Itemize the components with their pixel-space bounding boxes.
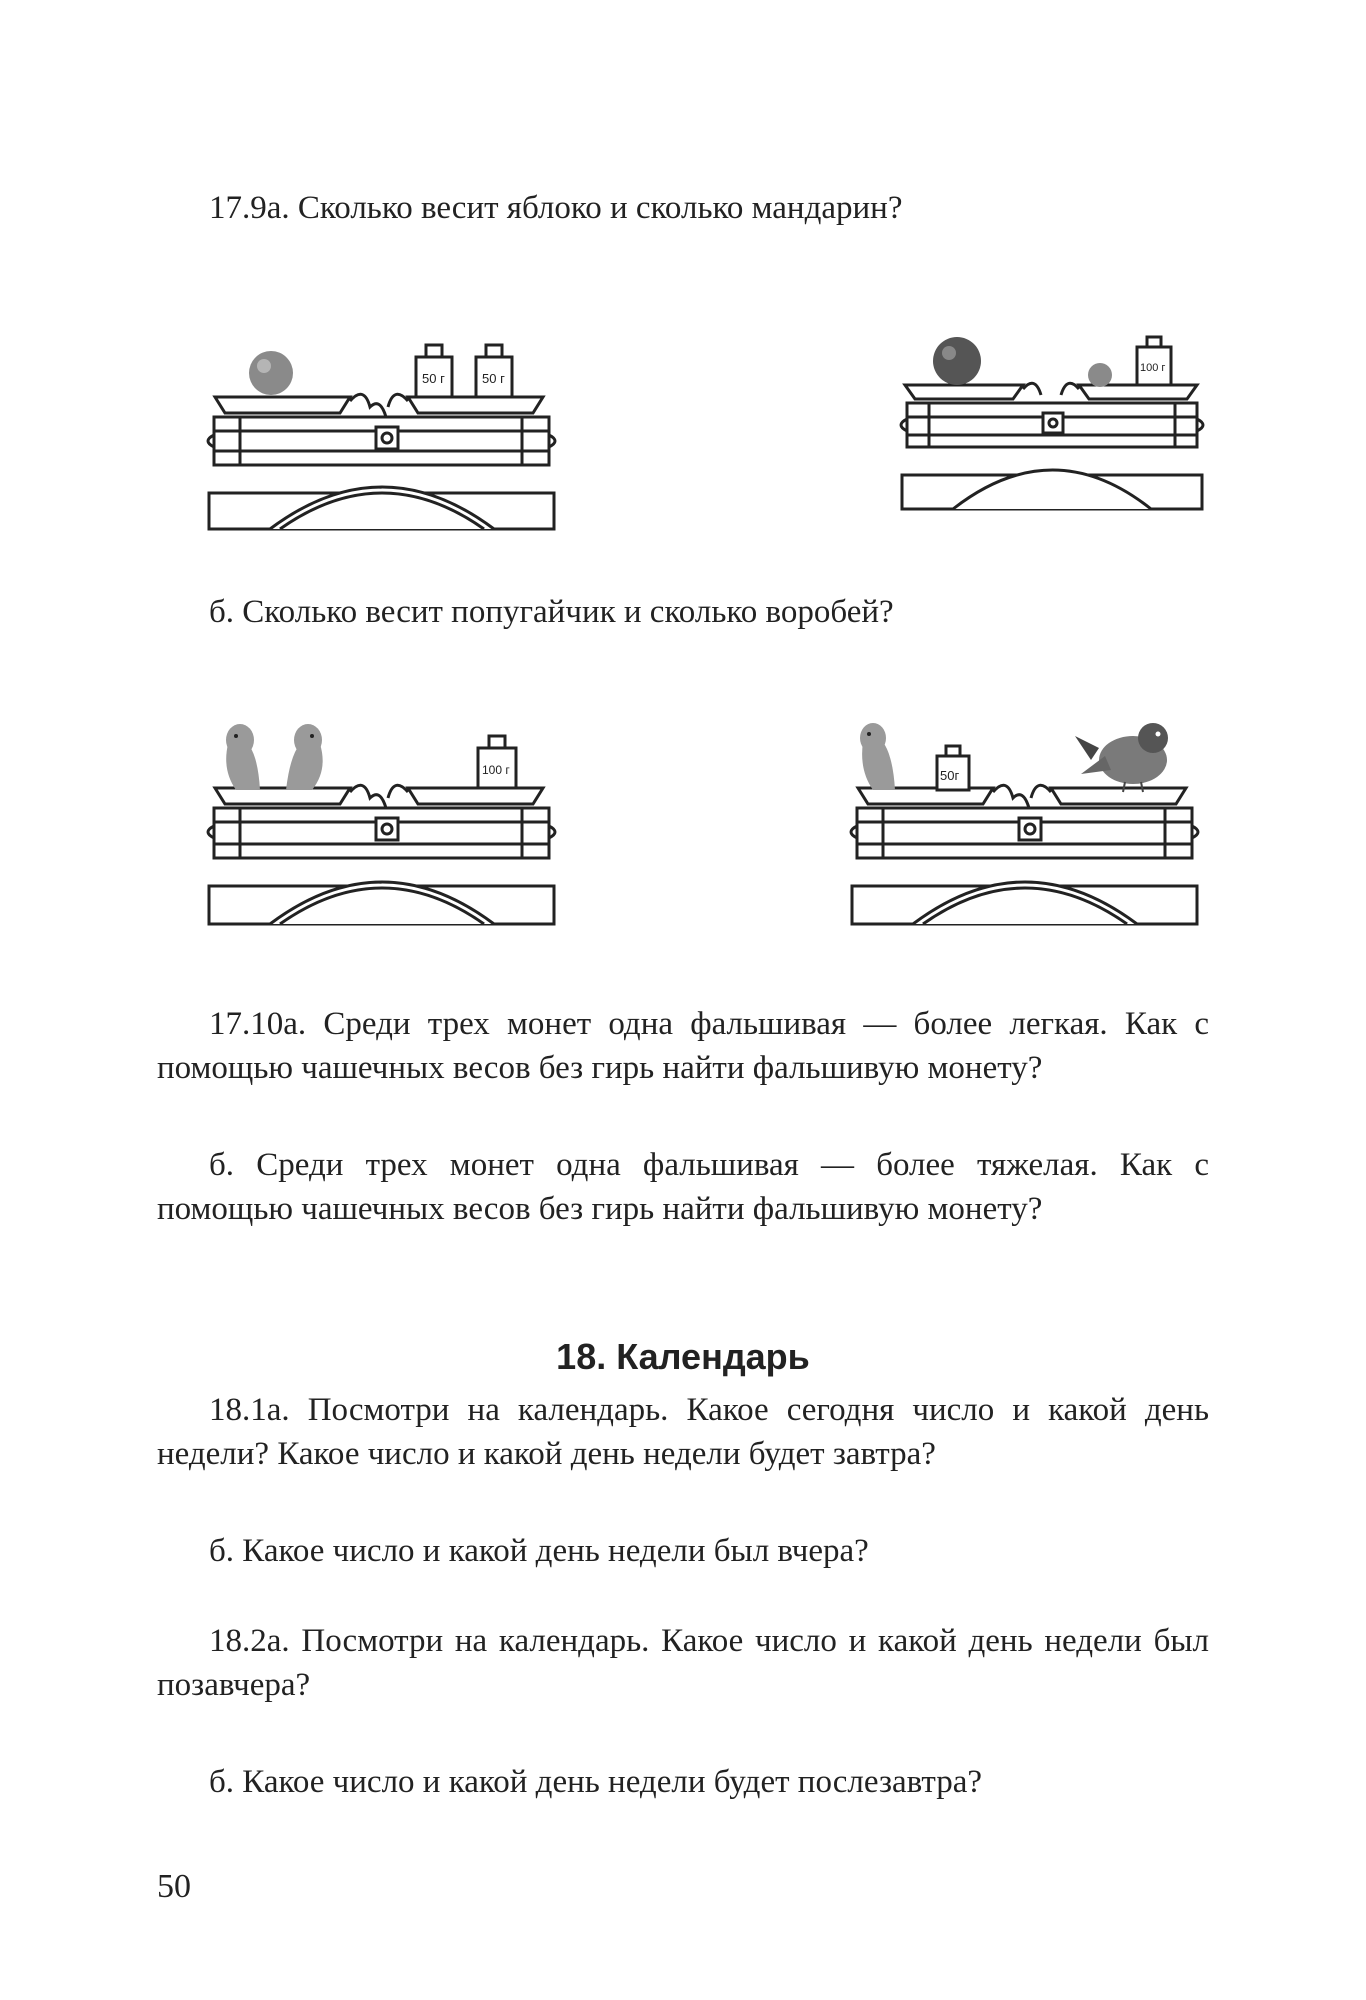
- scale-two-parrots-vs-weight: [200, 700, 570, 930]
- scale-apple-vs-tangerine: [893, 335, 1213, 515]
- problem-18-2b: б. Какое число и какой день недели будет послезавтра?: [209, 1764, 983, 1800]
- parrot-icon: [860, 723, 895, 790]
- problem-17-9a: 17.9а. Сколько весит яблоко и сколько мандарин?: [209, 190, 903, 226]
- weight-label-50a: 50 г: [422, 371, 445, 386]
- scale-parrot-vs-sparrow: [843, 700, 1213, 930]
- page-number: 50: [157, 1868, 191, 1905]
- problem-17-9b: б. Сколько весит попугайчик и сколько воробей?: [209, 594, 894, 630]
- weight-label-100a: 100 г: [1140, 362, 1166, 374]
- weight-label-100b: 100 г: [482, 763, 510, 777]
- section-title: 18. Календарь: [556, 1336, 810, 1377]
- parrot-icon: [286, 724, 323, 790]
- weight-label-50b: 50 г: [482, 371, 505, 386]
- problem-17-10b: б. Среди трех монет одна фальшивая — более тяжелая. Как с помощью чашечных весов без гирь найти фальшивую монету?: [157, 1147, 1209, 1227]
- problem-18-1b: б. Какое число и какой день недели был вчера?: [209, 1533, 869, 1569]
- parrot-icon: [226, 724, 260, 790]
- problem-17-10a: 17.10а. Среди трех монет одна фальшивая — более легкая. Как с помощью чашечных весов без гирь найти фальшивую монету?: [157, 1006, 1209, 1086]
- weight-label-50c: 50г: [940, 768, 960, 783]
- problem-18-1a: 18.1а. Посмотри на календарь. Какое сегодня число и какой день недели? Какое число и какой день недели будет завтра?: [157, 1392, 1209, 1472]
- sparrow-icon: [1075, 723, 1168, 792]
- problem-18-2a: 18.2а. Посмотри на календарь. Какое число и какой день недели был позавчера?: [157, 1623, 1209, 1703]
- scale-orange-vs-weights: [200, 335, 570, 535]
